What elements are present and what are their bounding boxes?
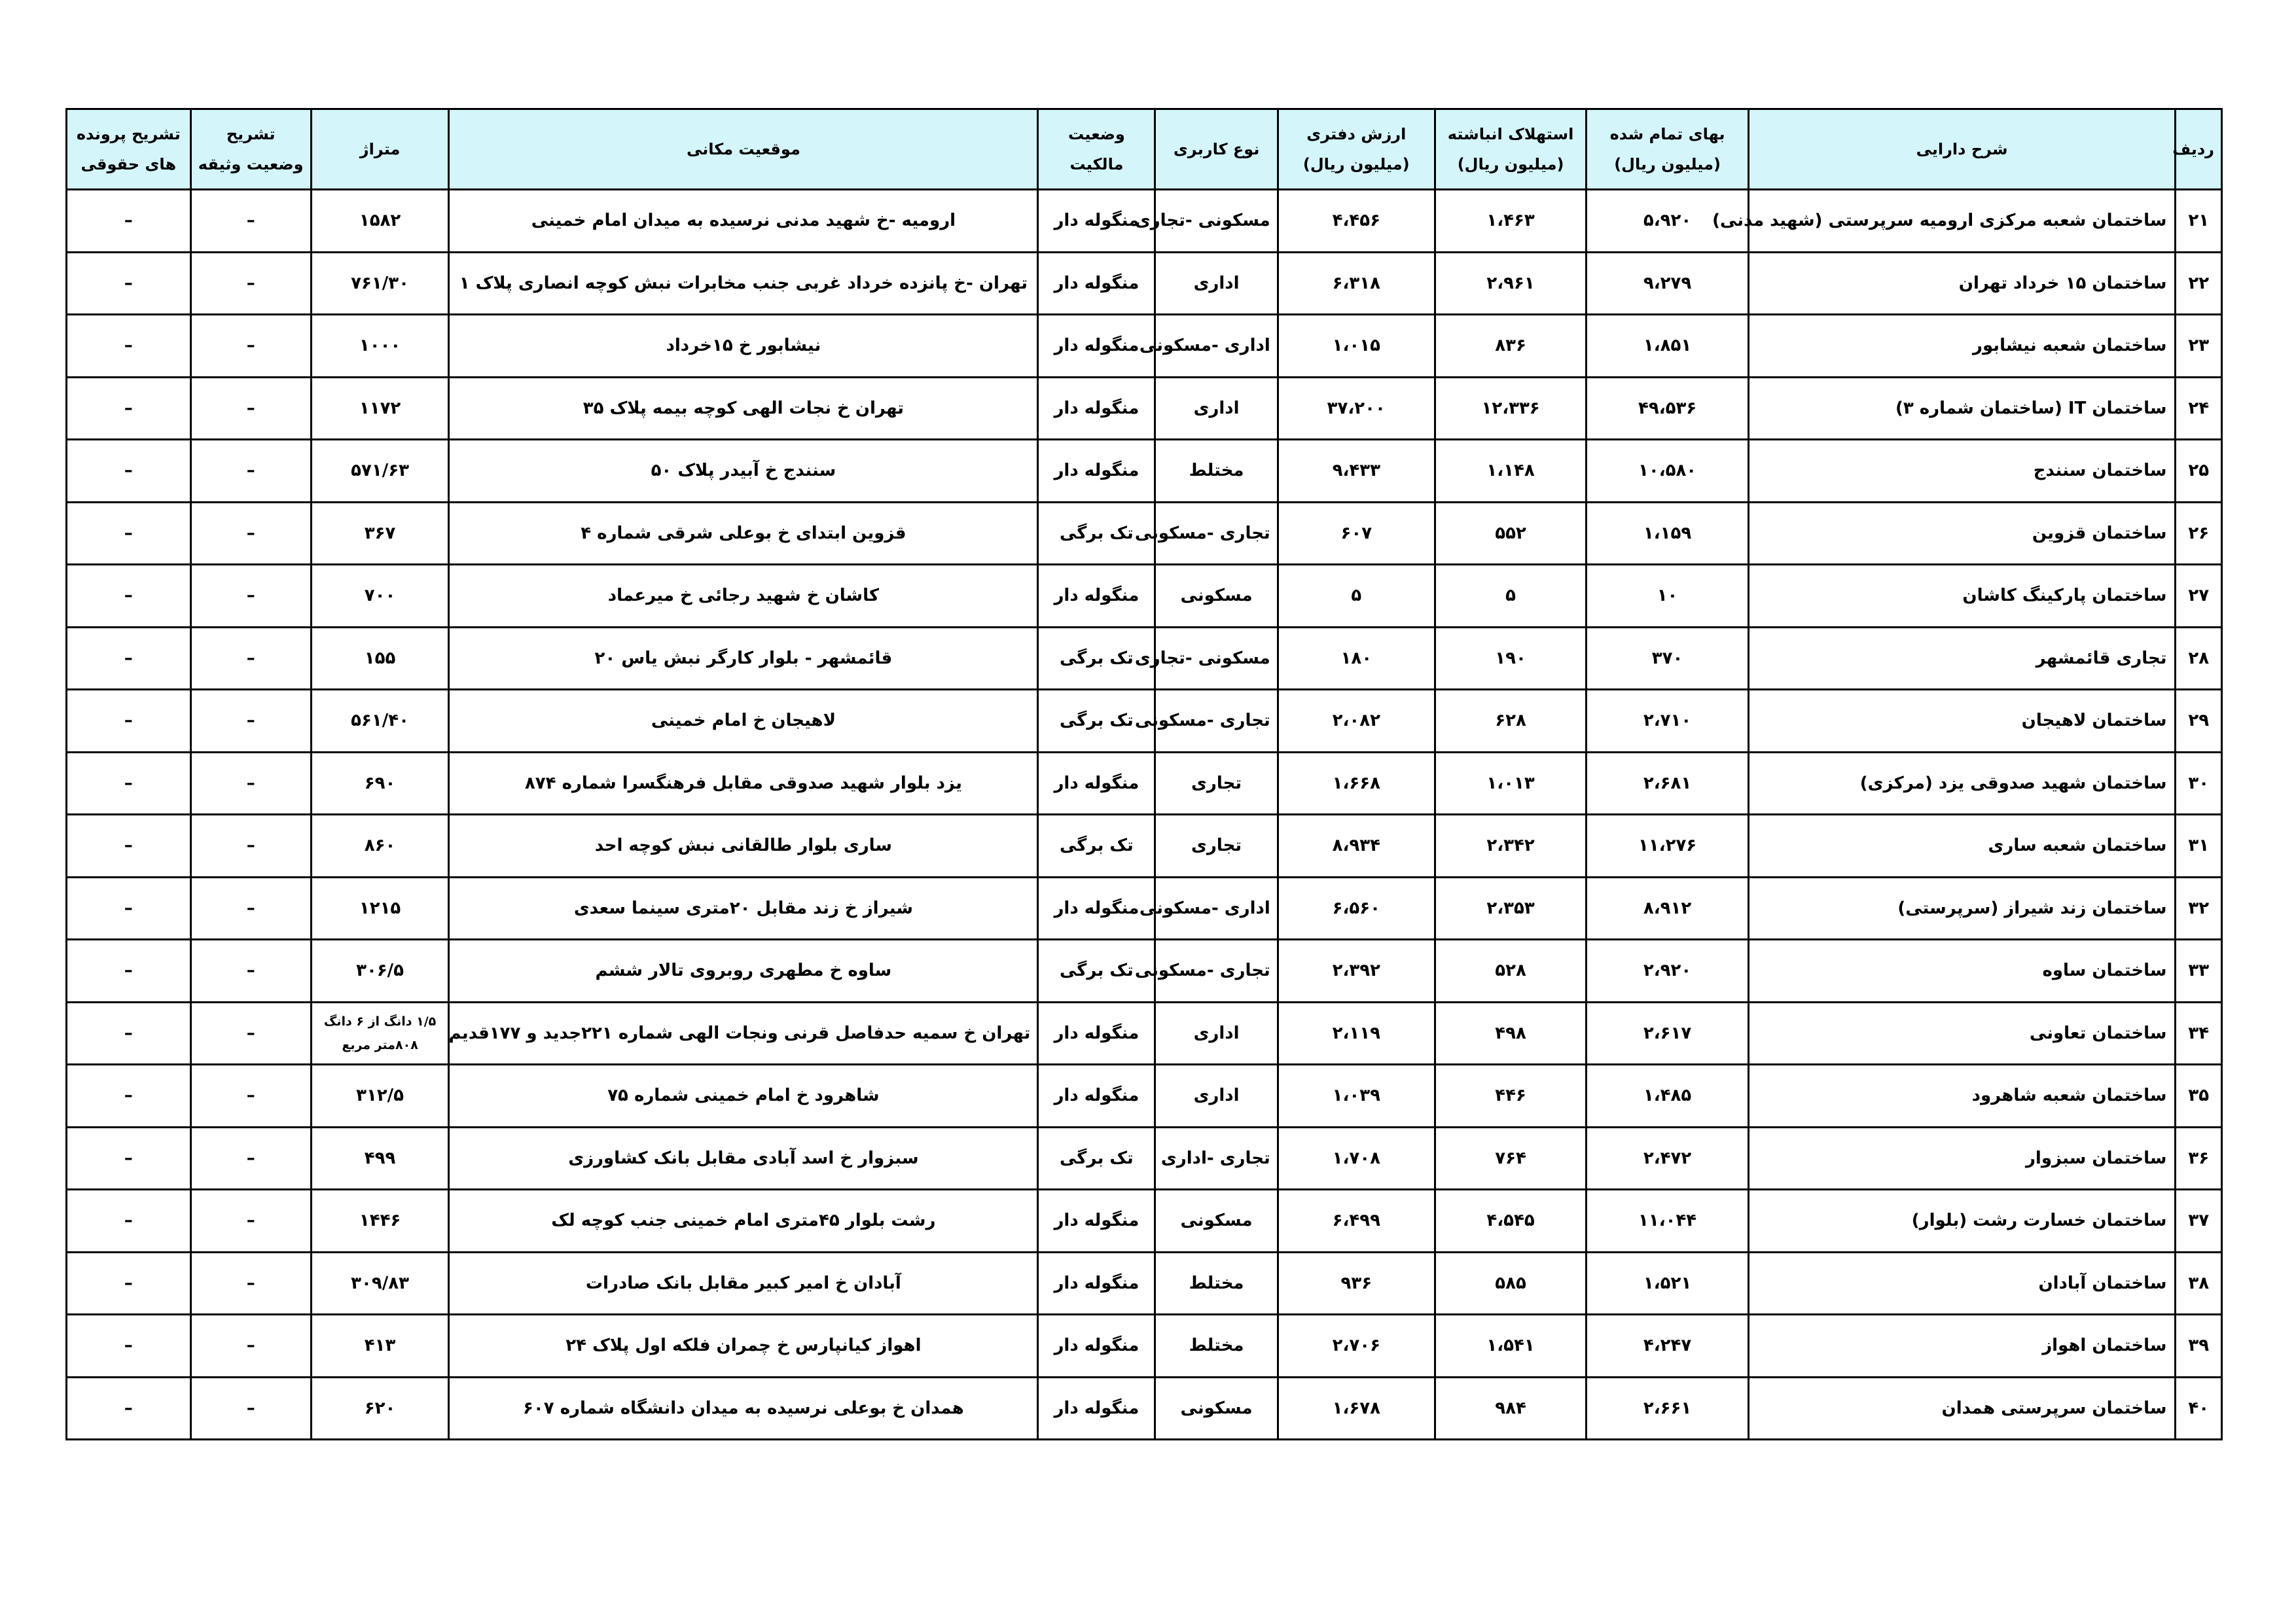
cell-collateral: – bbox=[190, 1252, 311, 1315]
cell-collateral: – bbox=[190, 877, 311, 940]
cell-book-value: ۱۸۰ bbox=[1278, 627, 1435, 690]
assets-table bbox=[65, 108, 2223, 1440]
cell-depreciation: ۴۹۸ bbox=[1435, 1002, 1587, 1065]
cell-usage-type: تجاری -مسکونی bbox=[1155, 502, 1278, 565]
cell-usage-type: مسکونی -تجاری bbox=[1155, 627, 1278, 690]
cell-depreciation: ۵۸۵ bbox=[1435, 1252, 1587, 1315]
cell-cost: ۲،۹۲۰ bbox=[1587, 940, 1748, 1003]
table-row bbox=[67, 190, 2222, 253]
cell-legal: – bbox=[67, 940, 191, 1003]
cell-collateral: – bbox=[190, 190, 311, 253]
cell-cost: ۱،۸۵۱ bbox=[1587, 315, 1748, 378]
cell-area: ۱/۵ دانگ از ۶ دانگ ۸۰۸متر مربع bbox=[311, 1002, 449, 1065]
cell-cost: ۲،۶۱۷ bbox=[1587, 1002, 1748, 1065]
cell-radif: ۳۹ bbox=[2176, 1315, 2222, 1378]
cell-radif: ۳۰ bbox=[2176, 752, 2222, 815]
cell-location: همدان خ بوعلی نرسیده به میدان دانشگاه شماره ۶۰۷ bbox=[449, 1377, 1038, 1440]
table-row bbox=[67, 1252, 2222, 1315]
cell-legal: – bbox=[67, 877, 191, 940]
header-usage-type: نوع کاربری bbox=[1155, 109, 1278, 190]
cell-book-value: ۳۷،۲۰۰ bbox=[1278, 377, 1435, 440]
cell-book-value: ۶،۴۹۹ bbox=[1278, 1190, 1435, 1253]
cell-description: ساختمان سنندج bbox=[1748, 440, 2176, 503]
table-row bbox=[67, 440, 2222, 503]
cell-depreciation: ۴۴۶ bbox=[1435, 1065, 1587, 1128]
cell-depreciation: ۷۶۴ bbox=[1435, 1127, 1587, 1190]
cell-depreciation: ۱۲،۳۳۶ bbox=[1435, 377, 1587, 440]
cell-book-value: ۵ bbox=[1278, 565, 1435, 628]
header-collateral-status: تشریح وضعیت وثیقه bbox=[190, 109, 311, 190]
cell-location: سبزوار خ اسد آبادی مقابل بانک کشاورزی bbox=[449, 1127, 1038, 1190]
cell-legal: – bbox=[67, 627, 191, 690]
cell-location: اهواز کیانپارس خ چمران فلکه اول پلاک ۲۴ bbox=[449, 1315, 1038, 1378]
cell-usage-type: مسکونی bbox=[1155, 565, 1278, 628]
cell-description: ساختمان IT (ساختمان شماره ۳) bbox=[1748, 377, 2176, 440]
cell-ownership: منگوله دار bbox=[1038, 1002, 1155, 1065]
cell-location: یزد بلوار شهید صدوقی مقابل فرهنگسرا شماره ۸۷۴ bbox=[449, 752, 1038, 815]
cell-usage-type: اداری -مسکونی bbox=[1155, 877, 1278, 940]
cell-location: قائمشهر - بلوار کارگر نبش یاس ۲۰ bbox=[449, 627, 1038, 690]
cell-book-value: ۲،۱۱۹ bbox=[1278, 1002, 1435, 1065]
cell-collateral: – bbox=[190, 252, 311, 315]
cell-collateral: – bbox=[190, 440, 311, 503]
cell-ownership: منگوله دار bbox=[1038, 565, 1155, 628]
cell-legal: – bbox=[67, 1065, 191, 1128]
cell-description: ساختمان شعبه شاهرود bbox=[1748, 1065, 2176, 1128]
cell-book-value: ۴،۴۵۶ bbox=[1278, 190, 1435, 253]
cell-area: ۶۲۰ bbox=[311, 1377, 449, 1440]
cell-cost: ۵،۹۲۰ bbox=[1587, 190, 1748, 253]
table-row bbox=[67, 690, 2222, 753]
table-row bbox=[67, 627, 2222, 690]
cell-ownership: تک برگی bbox=[1038, 940, 1155, 1003]
cell-legal: – bbox=[67, 1002, 191, 1065]
cell-legal: – bbox=[67, 815, 191, 878]
cell-usage-type: مسکونی -تجاری bbox=[1155, 190, 1278, 253]
table-row bbox=[67, 565, 2222, 628]
cell-book-value: ۱،۰۱۵ bbox=[1278, 315, 1435, 378]
cell-area: ۸۶۰ bbox=[311, 815, 449, 878]
cell-ownership: منگوله دار bbox=[1038, 1315, 1155, 1378]
cell-usage-type: مختلط bbox=[1155, 1252, 1278, 1315]
cell-book-value: ۱،۶۶۸ bbox=[1278, 752, 1435, 815]
cell-collateral: – bbox=[190, 1002, 311, 1065]
cell-cost: ۲،۴۷۲ bbox=[1587, 1127, 1748, 1190]
header-depreciation: استهلاک انباشته (میلیون ریال) bbox=[1435, 109, 1587, 190]
table-row bbox=[67, 1065, 2222, 1128]
cell-ownership: تک برگی bbox=[1038, 815, 1155, 878]
cell-book-value: ۱،۶۷۸ bbox=[1278, 1377, 1435, 1440]
cell-location: ساوه خ مطهری روبروی تالار ششم bbox=[449, 940, 1038, 1003]
cell-book-value: ۸،۹۳۴ bbox=[1278, 815, 1435, 878]
cell-book-value: ۲،۰۸۲ bbox=[1278, 690, 1435, 753]
cell-cost: ۱۰ bbox=[1587, 565, 1748, 628]
header-book-value: ارزش دفتری (میلیون ریال) bbox=[1278, 109, 1435, 190]
cell-collateral: – bbox=[190, 752, 311, 815]
cell-radif: ۳۷ bbox=[2176, 1190, 2222, 1253]
cell-location: نیشابور خ ۱۵خرداد bbox=[449, 315, 1038, 378]
cell-legal: – bbox=[67, 1377, 191, 1440]
cell-legal: – bbox=[67, 252, 191, 315]
cell-cost: ۲،۷۱۰ bbox=[1587, 690, 1748, 753]
header-radif: ردیف bbox=[2176, 109, 2222, 190]
cell-book-value: ۶۰۷ bbox=[1278, 502, 1435, 565]
cell-description: ساختمان شعبه ساری bbox=[1748, 815, 2176, 878]
cell-usage-type: تجاری bbox=[1155, 815, 1278, 878]
cell-legal: – bbox=[67, 752, 191, 815]
cell-ownership: تک برگی bbox=[1038, 502, 1155, 565]
cell-ownership: تک برگی bbox=[1038, 627, 1155, 690]
cell-usage-type: مسکونی bbox=[1155, 1190, 1278, 1253]
cell-ownership: منگوله دار bbox=[1038, 1252, 1155, 1315]
cell-book-value: ۲،۳۹۲ bbox=[1278, 940, 1435, 1003]
cell-location: تهران خ نجات الهی کوچه بیمه پلاک ۳۵ bbox=[449, 377, 1038, 440]
table-row bbox=[67, 377, 2222, 440]
table-row bbox=[67, 1315, 2222, 1378]
cell-location: سنندج خ آبیدر پلاک ۵۰ bbox=[449, 440, 1038, 503]
cell-ownership: منگوله دار bbox=[1038, 1065, 1155, 1128]
cell-description: ساختمان پارکینگ کاشان bbox=[1748, 565, 2176, 628]
cell-cost: ۸،۹۱۲ bbox=[1587, 877, 1748, 940]
cell-radif: ۳۳ bbox=[2176, 940, 2222, 1003]
cell-usage-type: تجاری -اداری bbox=[1155, 1127, 1278, 1190]
cell-depreciation: ۸۳۶ bbox=[1435, 315, 1587, 378]
cell-location: لاهیجان خ امام خمینی bbox=[449, 690, 1038, 753]
cell-ownership: منگوله دار bbox=[1038, 877, 1155, 940]
cell-ownership: تک برگی bbox=[1038, 1127, 1155, 1190]
cell-location: تهران -خ پانزده خرداد غربی جنب مخابرات نبش کوچه انصاری پلاک ۱ bbox=[449, 252, 1038, 315]
cell-legal: – bbox=[67, 565, 191, 628]
table-row bbox=[67, 252, 2222, 315]
cell-area: ۳۰۶/۵ bbox=[311, 940, 449, 1003]
cell-location: ارومیه -خ شهید مدنی نرسیده به میدان امام خمینی bbox=[449, 190, 1038, 253]
cell-area: ۱۵۸۲ bbox=[311, 190, 449, 253]
cell-cost: ۱۱،۲۷۶ bbox=[1587, 815, 1748, 878]
cell-cost: ۴،۲۴۷ bbox=[1587, 1315, 1748, 1378]
cell-radif: ۲۶ bbox=[2176, 502, 2222, 565]
cell-usage-type: اداری bbox=[1155, 1065, 1278, 1128]
cell-book-value: ۹،۴۳۳ bbox=[1278, 440, 1435, 503]
cell-cost: ۲،۶۶۱ bbox=[1587, 1377, 1748, 1440]
cell-legal: – bbox=[67, 440, 191, 503]
cell-book-value: ۲،۷۰۶ bbox=[1278, 1315, 1435, 1378]
cell-description: ساختمان ۱۵ خرداد تهران bbox=[1748, 252, 2176, 315]
cell-location: تهران خ سمیه حدفاصل قرنی ونجات الهی شماره ۲۲۱جدید و ۱۷۷قدیم bbox=[449, 1002, 1038, 1065]
cell-radif: ۲۵ bbox=[2176, 440, 2222, 503]
cell-cost: ۱،۵۲۱ bbox=[1587, 1252, 1748, 1315]
cell-collateral: – bbox=[190, 315, 311, 378]
cell-radif: ۳۶ bbox=[2176, 1127, 2222, 1190]
cell-collateral: – bbox=[190, 377, 311, 440]
cell-area: ۵۶۱/۴۰ bbox=[311, 690, 449, 753]
cell-radif: ۳۱ bbox=[2176, 815, 2222, 878]
cell-location: کاشان خ شهید رجائی خ میرعماد bbox=[449, 565, 1038, 628]
cell-area: ۱۴۴۶ bbox=[311, 1190, 449, 1253]
cell-radif: ۲۹ bbox=[2176, 690, 2222, 753]
cell-description: ساختمان تعاونی bbox=[1748, 1002, 2176, 1065]
cell-radif: ۲۴ bbox=[2176, 377, 2222, 440]
cell-depreciation: ۶۲۸ bbox=[1435, 690, 1587, 753]
cell-area: ۳۶۷ bbox=[311, 502, 449, 565]
header-row bbox=[67, 109, 2222, 190]
cell-description: ساختمان اهواز bbox=[1748, 1315, 2176, 1378]
cell-depreciation: ۱،۵۴۱ bbox=[1435, 1315, 1587, 1378]
cell-depreciation: ۱،۴۶۳ bbox=[1435, 190, 1587, 253]
cell-description: ساختمان شعبه مرکزی ارومیه سرپرستی (شهید مدنی) bbox=[1748, 190, 2176, 253]
cell-usage-type: مختلط bbox=[1155, 440, 1278, 503]
cell-ownership: منگوله دار bbox=[1038, 752, 1155, 815]
cell-cost: ۴۹،۵۳۶ bbox=[1587, 377, 1748, 440]
cell-description: تجاری قائمشهر bbox=[1748, 627, 2176, 690]
cell-radif: ۳۸ bbox=[2176, 1252, 2222, 1315]
cell-book-value: ۶،۵۶۰ bbox=[1278, 877, 1435, 940]
table-row bbox=[67, 315, 2222, 378]
cell-collateral: – bbox=[190, 940, 311, 1003]
cell-cost: ۱۰،۵۸۰ bbox=[1587, 440, 1748, 503]
cell-radif: ۲۷ bbox=[2176, 565, 2222, 628]
cell-radif: ۲۲ bbox=[2176, 252, 2222, 315]
cell-ownership: منگوله دار bbox=[1038, 315, 1155, 378]
cell-description: ساختمان قزوین bbox=[1748, 502, 2176, 565]
cell-legal: – bbox=[67, 1252, 191, 1315]
header-location: موقعیت مکانی bbox=[449, 109, 1038, 190]
cell-area: ۵۷۱/۶۳ bbox=[311, 440, 449, 503]
cell-area: ۳۰۹/۸۳ bbox=[311, 1252, 449, 1315]
cell-ownership: تک برگی bbox=[1038, 690, 1155, 753]
table-row bbox=[67, 877, 2222, 940]
cell-depreciation: ۵۵۲ bbox=[1435, 502, 1587, 565]
cell-depreciation: ۲،۳۵۳ bbox=[1435, 877, 1587, 940]
cell-ownership: منگوله دار bbox=[1038, 190, 1155, 253]
cell-collateral: – bbox=[190, 690, 311, 753]
cell-collateral: – bbox=[190, 815, 311, 878]
cell-depreciation: ۲،۳۴۲ bbox=[1435, 815, 1587, 878]
cell-location: ساری بلوار طالقانی نبش کوچه احد bbox=[449, 815, 1038, 878]
cell-ownership: منگوله دار bbox=[1038, 252, 1155, 315]
table-row bbox=[67, 1127, 2222, 1190]
header-cost: بهای تمام شده (میلیون ریال) bbox=[1587, 109, 1748, 190]
cell-depreciation: ۵۲۸ bbox=[1435, 940, 1587, 1003]
cell-legal: – bbox=[67, 377, 191, 440]
cell-legal: – bbox=[67, 502, 191, 565]
cell-location: قزوین ابتدای خ بوعلی شرقی شماره ۴ bbox=[449, 502, 1038, 565]
cell-book-value: ۹۳۶ bbox=[1278, 1252, 1435, 1315]
cell-collateral: – bbox=[190, 1127, 311, 1190]
cell-ownership: منگوله دار bbox=[1038, 440, 1155, 503]
cell-legal: – bbox=[67, 1190, 191, 1253]
cell-description: ساختمان شعبه نیشابور bbox=[1748, 315, 2176, 378]
cell-area: ۴۱۳ bbox=[311, 1315, 449, 1378]
table-row bbox=[67, 815, 2222, 878]
table-row bbox=[67, 502, 2222, 565]
cell-description: ساختمان سرپرستی همدان bbox=[1748, 1377, 2176, 1440]
cell-legal: – bbox=[67, 690, 191, 753]
cell-depreciation: ۱،۱۴۸ bbox=[1435, 440, 1587, 503]
cell-legal: – bbox=[67, 1315, 191, 1378]
table-row bbox=[67, 1190, 2222, 1253]
cell-collateral: – bbox=[190, 1190, 311, 1253]
cell-usage-type: اداری -مسکونی bbox=[1155, 315, 1278, 378]
cell-usage-type: مختلط bbox=[1155, 1315, 1278, 1378]
table-row bbox=[67, 752, 2222, 815]
cell-radif: ۲۱ bbox=[2176, 190, 2222, 253]
cell-description: ساختمان خسارت رشت (بلوار) bbox=[1748, 1190, 2176, 1253]
cell-depreciation: ۱،۰۱۳ bbox=[1435, 752, 1587, 815]
cell-legal: – bbox=[67, 190, 191, 253]
header-area: متراژ bbox=[311, 109, 449, 190]
cell-usage-type: تجاری -مسکونی bbox=[1155, 690, 1278, 753]
cell-depreciation: ۴،۵۴۵ bbox=[1435, 1190, 1587, 1253]
cell-location: شاهرود خ امام خمینی شماره ۷۵ bbox=[449, 1065, 1038, 1128]
cell-usage-type: مسکونی bbox=[1155, 1377, 1278, 1440]
cell-area: ۷۶۱/۳۰ bbox=[311, 252, 449, 315]
cell-cost: ۳۷۰ bbox=[1587, 627, 1748, 690]
cell-radif: ۲۸ bbox=[2176, 627, 2222, 690]
cell-ownership: منگوله دار bbox=[1038, 1377, 1155, 1440]
cell-area: ۴۹۹ bbox=[311, 1127, 449, 1190]
cell-area: ۷۰۰ bbox=[311, 565, 449, 628]
header-ownership-status: وضعیت مالکیت bbox=[1038, 109, 1155, 190]
cell-area: ۱۰۰۰ bbox=[311, 315, 449, 378]
table-row bbox=[67, 940, 2222, 1003]
header-asset-description: شرح دارایی bbox=[1748, 109, 2176, 190]
table-row bbox=[67, 1377, 2222, 1440]
cell-radif: ۴۰ bbox=[2176, 1377, 2222, 1440]
cell-collateral: – bbox=[190, 502, 311, 565]
cell-description: ساختمان لاهیجان bbox=[1748, 690, 2176, 753]
cell-collateral: – bbox=[190, 565, 311, 628]
cell-description: ساختمان آبادان bbox=[1748, 1252, 2176, 1315]
cell-usage-type: اداری bbox=[1155, 1002, 1278, 1065]
cell-legal: – bbox=[67, 315, 191, 378]
cell-area: ۶۹۰ bbox=[311, 752, 449, 815]
cell-usage-type: اداری bbox=[1155, 252, 1278, 315]
cell-ownership: منگوله دار bbox=[1038, 377, 1155, 440]
cell-collateral: – bbox=[190, 1377, 311, 1440]
cell-depreciation: ۵ bbox=[1435, 565, 1587, 628]
cell-area: ۱۱۷۲ bbox=[311, 377, 449, 440]
table-row bbox=[67, 1002, 2222, 1065]
cell-description: ساختمان زند شیراز (سرپرستی) bbox=[1748, 877, 2176, 940]
cell-location: آبادان خ امیر کبیر مقابل بانک صادرات bbox=[449, 1252, 1038, 1315]
cell-radif: ۳۵ bbox=[2176, 1065, 2222, 1128]
cell-usage-type: تجاری bbox=[1155, 752, 1278, 815]
cell-cost: ۲،۶۸۱ bbox=[1587, 752, 1748, 815]
cell-collateral: – bbox=[190, 1315, 311, 1378]
cell-location: رشت بلوار ۴۵متری امام خمینی جنب کوچه لک bbox=[449, 1190, 1038, 1253]
cell-description: ساختمان سبزوار bbox=[1748, 1127, 2176, 1190]
cell-cost: ۱،۱۵۹ bbox=[1587, 502, 1748, 565]
cell-depreciation: ۱۹۰ bbox=[1435, 627, 1587, 690]
header-legal-cases: تشریح پرونده های حقوقی bbox=[67, 109, 191, 190]
cell-area: ۱۵۵ bbox=[311, 627, 449, 690]
cell-cost: ۹،۲۷۹ bbox=[1587, 252, 1748, 315]
cell-collateral: – bbox=[190, 1065, 311, 1128]
cell-description: ساختمان ساوه bbox=[1748, 940, 2176, 1003]
cell-book-value: ۱،۷۰۸ bbox=[1278, 1127, 1435, 1190]
cell-usage-type: تجاری -مسکونی bbox=[1155, 940, 1278, 1003]
cell-book-value: ۱،۰۳۹ bbox=[1278, 1065, 1435, 1128]
cell-ownership: منگوله دار bbox=[1038, 1190, 1155, 1253]
cell-radif: ۲۳ bbox=[2176, 315, 2222, 378]
cell-area: ۳۱۲/۵ bbox=[311, 1065, 449, 1128]
cell-cost: ۱،۴۸۵ bbox=[1587, 1065, 1748, 1128]
cell-cost: ۱۱،۰۴۴ bbox=[1587, 1190, 1748, 1253]
cell-area: ۱۲۱۵ bbox=[311, 877, 449, 940]
cell-description: ساختمان شهید صدوقی یزد (مرکزی) bbox=[1748, 752, 2176, 815]
cell-radif: ۳۴ bbox=[2176, 1002, 2222, 1065]
cell-location: شیراز خ زند مقابل ۲۰متری سینما سعدی bbox=[449, 877, 1038, 940]
cell-radif: ۳۲ bbox=[2176, 877, 2222, 940]
cell-legal: – bbox=[67, 1127, 191, 1190]
cell-book-value: ۶،۳۱۸ bbox=[1278, 252, 1435, 315]
cell-usage-type: اداری bbox=[1155, 377, 1278, 440]
cell-collateral: – bbox=[190, 627, 311, 690]
cell-depreciation: ۹۸۴ bbox=[1435, 1377, 1587, 1440]
cell-depreciation: ۲،۹۶۱ bbox=[1435, 252, 1587, 315]
